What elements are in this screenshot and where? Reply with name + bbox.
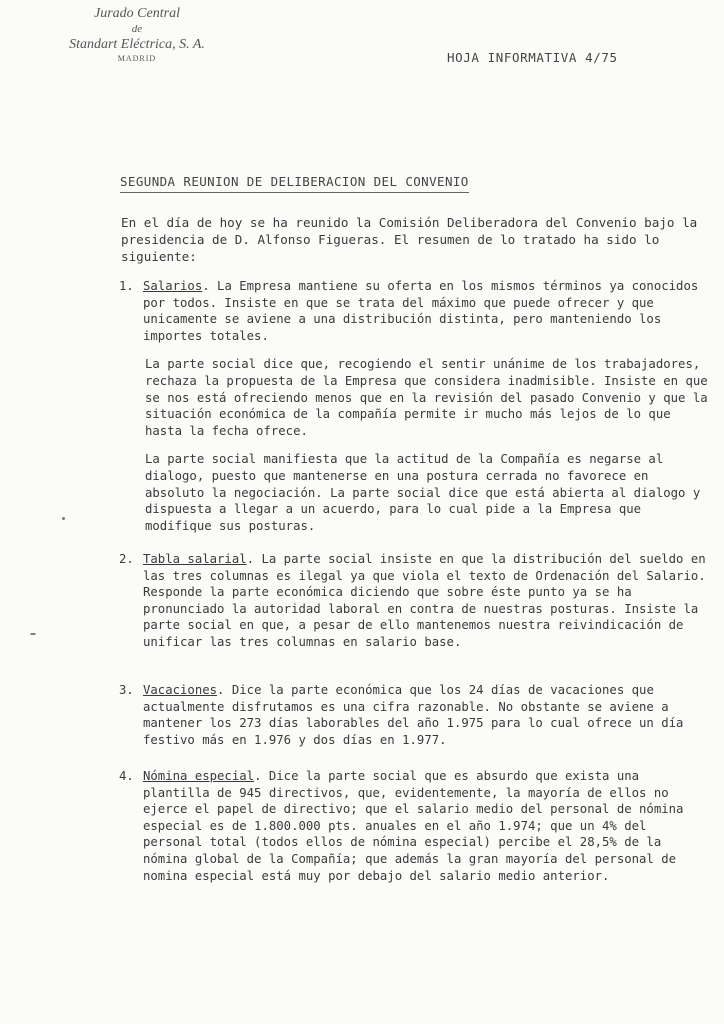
item-text: . La parte social insiste en que la distribución del sueldo en las tres columnas es ilegal ya que viola el texto de Ordenación del Salario. Responde la parte económica diciendo que sobre éste punto ya se ha pronunciado la autoridad laboral en contra de nuestras posturas. Insiste la parte social en que, a pesar de ello mantenemos nuestra reivindicación de unificar las tres columnas en salario base. [143, 552, 706, 649]
item-paragraph [143, 768, 709, 884]
item-heading: Nómina especial [143, 769, 255, 783]
item-paragraph [143, 682, 709, 748]
item-number: 3. [119, 683, 134, 697]
item-text: . La Empresa mantiene su oferta en los mismos términos ya conocidos por todos. Insiste en que se trata del máximo que puede ofrecer y que unicamente se aviene a una distribución distinta, pero manteniendo los importes totales. [143, 279, 699, 343]
item-text: . Dice la parte económica que los 24 días de vacaciones que actualmente disfrutamos es una cifra razonable. No obstante se aviene a mantener los 273 días laborables del año 1.975 para lo cual ofrece un día festivo más en 1.976 y dos días en 1.977. [143, 683, 684, 747]
scan-speck [62, 517, 65, 520]
scan-speck [30, 633, 36, 635]
item-heading: Salarios [143, 279, 203, 293]
item-paragraph-3: La parte social manifiesta que la actitud de la Compañía es negarse al dialogo, puesto que mantenerse en una postura cerrada no favorece en absoluto la negociación. La parte social dice que está abierta al dialogo y dispuesta a llegar a un acuerdo, para lo cual pide a la Empresa que modifique sus posturas. [145, 452, 701, 533]
item-paragraph [143, 278, 709, 344]
intro-paragraph: En el día de hoy se ha reunido la Comisión Deliberadora del Convenio bajo la presidencia de D. Alfonso Figueras. El resumen de lo tratado ha sido lo siguiente: [121, 215, 698, 264]
item-number: 1. [119, 279, 134, 293]
list-item-vacaciones [119, 682, 709, 760]
list-item-tabla-salarial [119, 551, 709, 663]
document-title: SEGUNDA REUNION DE DELIBERACION DEL CONVENIO [120, 174, 469, 193]
list-item-nomina-especial [119, 768, 709, 896]
letterhead-line-2: de [131, 23, 143, 35]
item-heading: Vacaciones [143, 683, 218, 697]
list-item-salarios [119, 278, 709, 546]
item-paragraph-2: La parte social dice que, recogiendo el sentir unánime de los trabajadores, rechaza la propuesta de la Empresa que considera inadmisible. Insiste en que se nos está ofreciendo menos que en la revisión del pasado Convenio y que la situación económica de la compañía permite ir mucho más lejos de lo que hasta la fecha ofrece. [145, 357, 708, 438]
letterhead-line-3: Standart Eléctrica, S. A. [69, 37, 205, 52]
item-text: . Dice la parte social que es absurdo que exista una plantilla de 945 directivos, que, evidentemente, la mayoría de ellos no ejerce el papel de directivo; que el salario medio del personal de nómina especial es de 1.800.000 pts. anuales en el año 1.974; que un 4% del personal total (todos ellos de nómina especial) percibe el 28,5% de la nómina global de la Compañía; que además la gran mayoría del personal de nomina especial está muy por debajo del salario medio anterior. [143, 769, 684, 883]
item-number: 2. [119, 552, 134, 566]
document-reference: HOJA INFORMATIVA 4/75 [447, 50, 618, 65]
item-heading: Tabla salarial [143, 552, 247, 566]
letterhead-line-1: Jurado Central [94, 6, 180, 21]
item-paragraph [143, 551, 709, 651]
letterhead-city: MADRID [117, 54, 157, 63]
item-number: 4. [119, 769, 134, 783]
letterhead-stamp [52, 6, 222, 65]
